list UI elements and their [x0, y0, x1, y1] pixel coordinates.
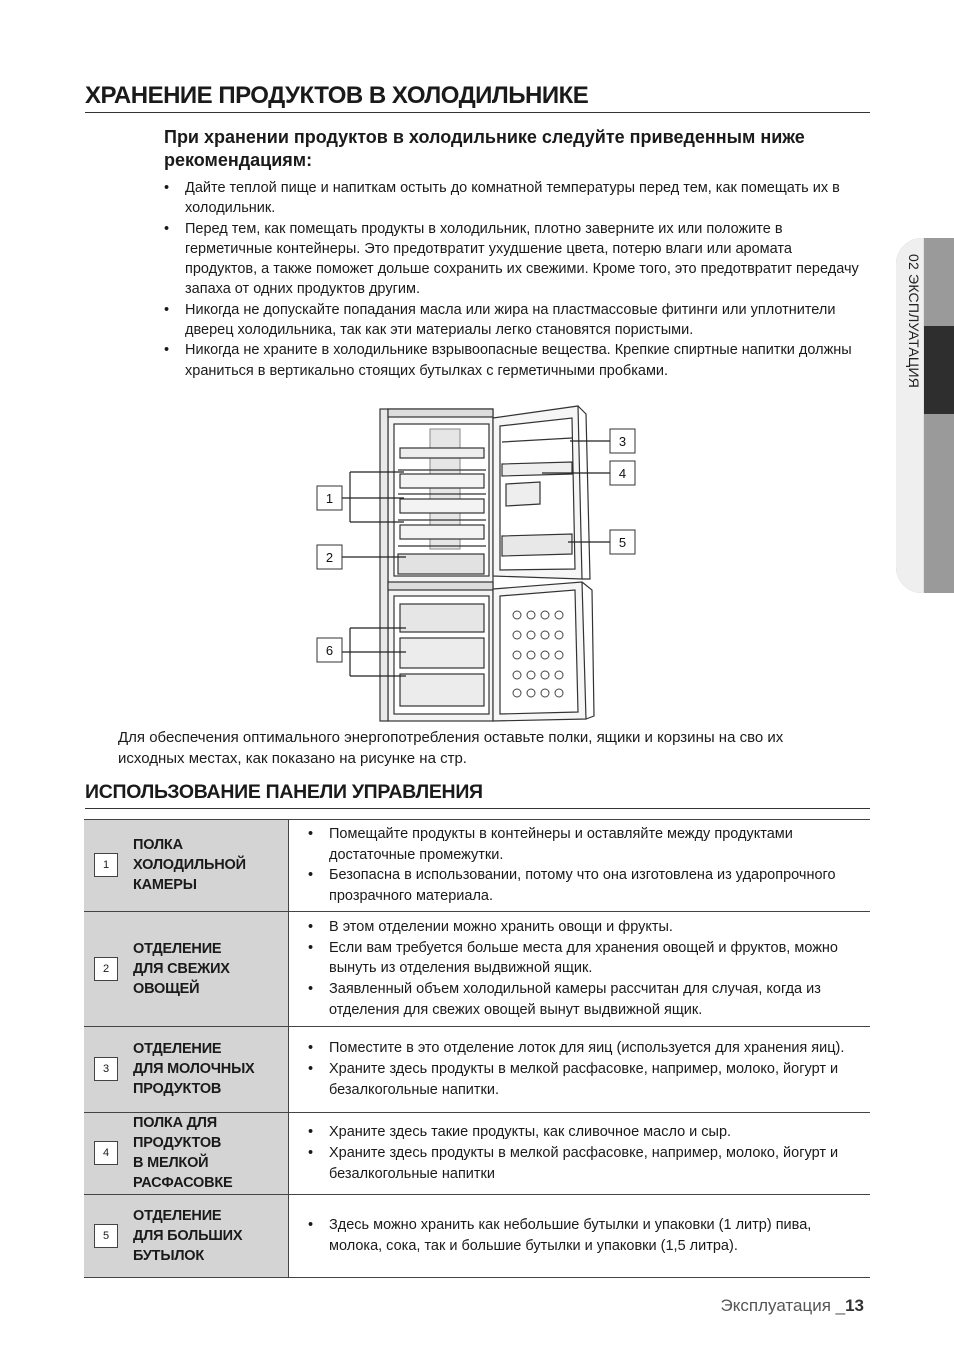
footer-section: Эксплуатация _	[720, 1296, 846, 1315]
page-title: ХРАНЕНИЕ ПРОДУКТОВ В ХОЛОДИЛЬНИКЕ	[85, 82, 870, 113]
row-number: 1	[94, 853, 118, 877]
row-number: 5	[94, 1224, 118, 1248]
refrigerator-diagram	[310, 384, 650, 729]
energy-note: Для обеспечения оптимального энергопотребления оставьте полки, ящики и корзины на сво их исходных местах, как показано на рисунке на стр.	[118, 729, 784, 767]
list-item: • Если вам требуется больше места для хранения овощей и фруктов, можно вынуть из отделения выдвижной ящик.	[303, 938, 864, 979]
compartments-table	[84, 819, 870, 1278]
list-item: • Помещайте продукты в контейнеры и оставляйте между продуктами достаточные промежутки.	[303, 824, 864, 865]
callout-5: 5	[618, 535, 627, 550]
section-subtitle: При хранении продуктов в холодильнике следуйте приведенным ниже рекомендациям:	[164, 127, 805, 170]
list-item: • В этом отделении можно хранить овощи и фрукты.	[303, 917, 864, 938]
list-item: • Перед тем, как помещать продукты в холодильник, плотно заверните их или положите в герметичные контейнеры. Это предотвратит ухудшение цвета, потерю влаги или аромата продуктов, а также поможет дольше сохранить их свежими. Кроме того, это предотвратит передачу запаха от одних продуктов другим.	[164, 219, 864, 300]
row-title: ОТДЕЛЕНИЕ ДЛЯ МОЛОЧНЫХ ПРОДУКТОВ	[133, 1041, 255, 1098]
table-row	[84, 1112, 870, 1194]
row-description	[289, 1112, 871, 1194]
row-number: 4	[94, 1141, 118, 1165]
callout-1: 1	[325, 491, 334, 506]
table-row	[84, 1026, 870, 1112]
list-item: • Храните здесь продукты в мелкой расфасовке, например, молоко, йогурт и безалкогольные напитки.	[303, 1059, 864, 1100]
list-item: • Храните здесь такие продукты, как сливочное масло и сыр.	[303, 1122, 864, 1143]
callout-2: 2	[325, 550, 334, 565]
list-item: • Храните здесь продукты в мелкой расфасовке, например, молоко, йогурт и безалкогольные напитки	[303, 1143, 864, 1184]
row-number: 3	[94, 1057, 118, 1081]
callout-4: 4	[618, 466, 627, 481]
list-item: • Поместите в это отделение лоток для яиц (используется для хранения яиц).	[303, 1038, 864, 1059]
section-title: ИСПОЛЬЗОВАНИЕ ПАНЕЛИ УПРАВЛЕНИЯ	[85, 781, 870, 809]
list-item: • Никогда не храните в холодильнике взрывоопасные вещества. Крепкие спиртные напитки должны храниться в вертикально стоящих бутылках с герметичными пробками.	[164, 340, 864, 381]
page-footer	[600, 1296, 864, 1316]
callout-3: 3	[618, 434, 627, 449]
row-description	[289, 1194, 871, 1277]
section-tab-marker	[924, 326, 954, 414]
row-description	[289, 820, 871, 912]
row-title: ОТДЕЛЕНИЕ ДЛЯ СВЕЖИХ ОВОЩЕЙ	[133, 940, 230, 997]
row-label	[84, 911, 289, 1026]
list-item: • Заявленный объем холодильной камеры рассчитан для случая, когда из отделения для свежих овощей вынут выдвижной ящик.	[303, 979, 864, 1020]
callout-6: 6	[325, 643, 334, 658]
row-number: 2	[94, 957, 118, 981]
table-row	[84, 911, 870, 1026]
list-item: • Дайте теплой пище и напиткам остыть до комнатной температуры перед тем, как помещать их в холодильник.	[164, 178, 864, 219]
table-row	[84, 1194, 870, 1277]
row-label	[84, 820, 289, 912]
row-description	[289, 911, 871, 1026]
storage-recommendations	[164, 178, 864, 381]
row-title: ПОЛКА ДЛЯ ПРОДУКТОВ В МЕЛКОЙ РАСФАСОВКЕ	[133, 1115, 233, 1192]
table-row	[84, 820, 870, 912]
list-item: • Никогда не допускайте попадания масла или жира на пластмассовые фитинги или уплотнители дверец холодильника, так как эти материалы легко становятся пористыми.	[164, 300, 864, 341]
row-label	[84, 1194, 289, 1277]
section-tab-label: 02 ЭКСПЛУАТАЦИЯ	[906, 254, 922, 389]
page-number: 13	[845, 1296, 864, 1315]
row-title: ОТДЕЛЕНИЕ ДЛЯ БОЛЬШИХ БУТЫЛОК	[133, 1207, 243, 1264]
row-description	[289, 1026, 871, 1112]
row-title: ПОЛКА ХОЛОДИЛЬНОЙ КАМЕРЫ	[133, 837, 246, 894]
row-label	[84, 1026, 289, 1112]
list-item: • Безопасна в использовании, потому что она изготовлена из ударопрочного прозрачного материала.	[303, 865, 864, 906]
row-label	[84, 1112, 289, 1194]
list-item: • Здесь можно хранить как небольшие бутылки и упаковки (1 литр) пива, молока, сока, так и большие бутылки и упаковки (1,5 литра).	[303, 1215, 864, 1256]
